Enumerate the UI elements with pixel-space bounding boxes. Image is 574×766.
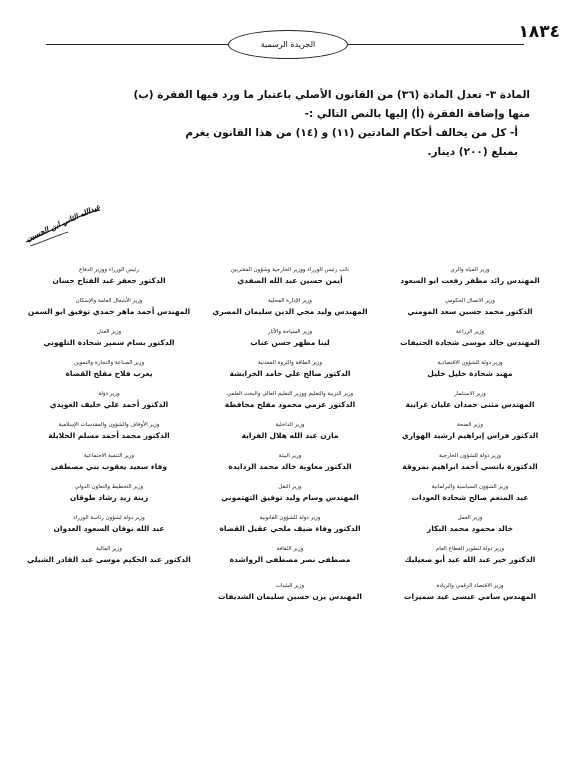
minister-entry: وزير الثقافة مصطفى نصر مصطفى الرواشدة — [229, 546, 351, 564]
minister-entry: وزير الأشغال العامة والإسكان المهندس أحمد ماهر حمدي توفيق ابو السمن — [27, 298, 191, 316]
minister-entry: رئيس الوزراء ووزير الدفاع الدكتور جعفر عبد الفتاح حسان — [52, 267, 166, 285]
minister-entry: وزير دولة للشؤون القانونية الدكتور وفاء ضيف ملحي عقيل القضاة — [219, 515, 361, 533]
minister-entry: وزير العمل خالد محمود محمد البكار — [426, 515, 514, 533]
article-line-3: أ- كل من يخالف أحكام المادتين (١١) و (١٤) من هذا القانون يغرم — [185, 127, 518, 139]
minister-entry: وزير الزراعة المهندس خالد موسى شحادة الحنيفات — [400, 329, 540, 347]
minister-entry: وزير دولة لتطوير القطاع العام الدكتور خير عبد الله عيد أبو صعيليك — [404, 546, 536, 564]
article-line-1: المادة ٣- تعدل المادة (٣٦) من القانون الأصلي باعتبار ما ورد فيها الفقرة (ب) — [133, 89, 530, 101]
minister-entry: وزير المالية الدكتور عبد الحكيم موسى عبد القادر الشبلي — [27, 546, 191, 564]
minister-entry: وزير الطاقة والثروة المعدنية الدكتور صالح علي حامد الخرابشة — [229, 360, 351, 378]
minister-entry: وزير دولة الدكتور أحمد علي خليف العويدي — [49, 391, 169, 409]
minister-entry: وزير الاتصال الحكومي الدكتور محمد حسين سعد المومني — [407, 298, 533, 316]
minister-entry: وزير التنمية الاجتماعية وفاء سعيد يعقوب بني مصطفى — [50, 453, 168, 471]
minister-entry: نائب رئيس الوزراء ووزير الخارجية وشؤون المغتربين أيمن حسين عبد الله الصفدي — [230, 267, 350, 285]
minister-entry: وزير الداخلية مازن عبد الله هلال الفراية — [241, 422, 339, 440]
minister-entry: وزير الاقتصاد الرقمي والريادة المهندس سامي عيسى عيد سميرات — [403, 583, 537, 601]
gazette-title-badge — [228, 30, 348, 59]
minister-entry: وزير التخطيط والتعاون الدولي زينة زيد رشاد طوقان — [69, 484, 149, 502]
royal-signature — [22, 202, 104, 248]
minister-entry: وزير التربية والتعليم ووزير التعليم العالي والبحث العلمي الدكتور عزمي محمود مفلح محافظة — [224, 391, 356, 409]
minister-entry: وزير الشباب المهندس يزن حسين سليمان الشديفات — [218, 583, 362, 601]
minister-entry: وزير الأوقاف والشؤون والمقدسات الإسلامية الدكتور محمد أحمد مسلم الخلايلة — [48, 422, 170, 440]
minister-entry: وزير السياحة والآثار لينا مظهر حسن عناب — [250, 329, 330, 347]
minister-entry: وزير دولة للشؤون الخارجية الدكتورة نانسي أحمد ابراهيم نمروقة — [402, 453, 538, 471]
article-line-2: منها وإضافة الفقرة (أ) إليها بالنص التالي :- — [304, 108, 530, 120]
gazette-title: الجريدة الرسمية — [260, 40, 316, 49]
minister-entry: وزير الصحة الدكتور فراس إبراهيم ارشيد الهواري — [401, 422, 539, 440]
article-line-4: بمبلغ (٢٠٠) دينار. — [427, 146, 518, 158]
minister-entry: وزير المياه والري المهندس رائد مظفر رفعت ابو السعود — [400, 267, 540, 285]
minister-entry: وزير البيئة الدكتور معاوية خالد محمد الردايدة — [228, 453, 352, 471]
minister-entry: وزير الشؤون السياسية والبرلمانية عبد المنعم صالح شحادة العودات — [411, 484, 529, 502]
minister-entry: وزير النقل المهندس وسام وليد توفيق التهتموني — [221, 484, 359, 502]
minister-entry: وزير الصناعة والتجارة والتموين يعرب فلاح مفلح القضاة — [65, 360, 153, 378]
minister-entry: وزير الاستثمار المهندس مثنى حمدان عليان غرايبة — [405, 391, 535, 409]
minister-entry: وزير العدل الدكتور بسام سمير شحادة التلهوني — [43, 329, 175, 347]
page-number: ١٨٣٤ — [518, 22, 560, 42]
minister-entry: وزير الإدارة المحلية المهندس وليد محي الدين سليمان المصري — [212, 298, 368, 316]
article-text — [60, 86, 530, 162]
ministers-signatures — [18, 266, 560, 602]
minister-entry: وزير دولة لشؤون رئاسة الوزراء عبد الله نوفان السعود العدوان — [53, 515, 165, 533]
signature-name: عبدالله الثاني ابن الحسين — [24, 202, 102, 243]
minister-entry: وزير دولة للشؤون الاقتصادية مهند شحادة خليل خليل — [427, 360, 513, 378]
